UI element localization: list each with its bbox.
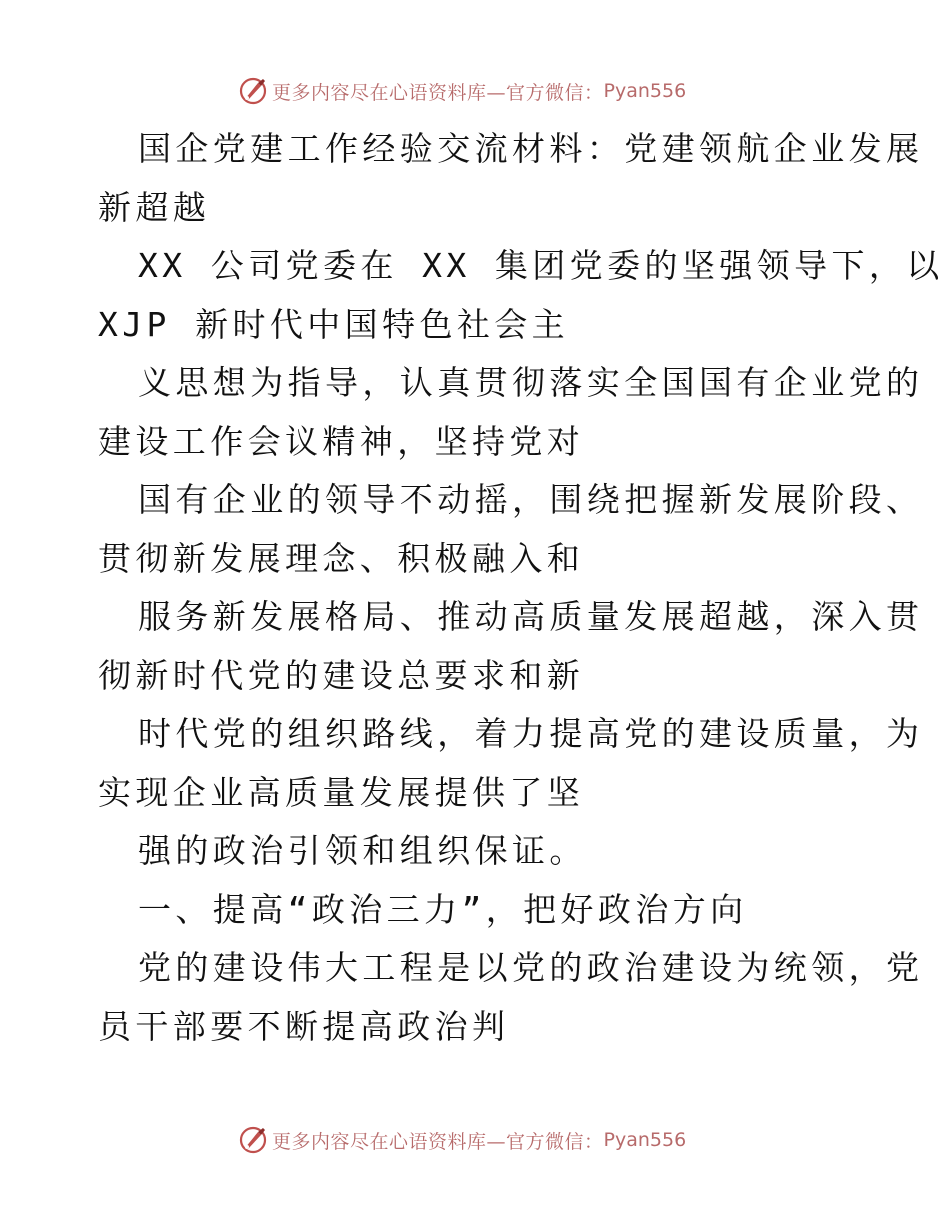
text-line: 服务新发展格局、推动高质量发展超越，深入贯 bbox=[138, 597, 924, 636]
watermark-text: 更多内容尽在心语资料库—官方微信： bbox=[272, 1130, 604, 1153]
quill-pen-logo-icon bbox=[236, 74, 270, 108]
watermark-wechat-id: Pyan556 bbox=[603, 1129, 687, 1151]
text-line: XX 公司党委在 XX 集团党委的坚强领导下，以 bbox=[138, 246, 944, 285]
text-line: 实现企业高质量发展提供了坚 bbox=[98, 772, 585, 812]
watermark-text: 更多内容尽在心语资料库—官方微信： bbox=[272, 81, 604, 104]
header-watermark bbox=[236, 74, 686, 108]
text-line: 一、提高“政治三力”，把好政治方向 bbox=[138, 889, 748, 929]
text-line: 党的建设伟大工程是以党的政治建设为统领，党 bbox=[138, 948, 924, 987]
footer-watermark bbox=[236, 1123, 686, 1157]
text-line: 彻新时代党的建设总要求和新 bbox=[98, 655, 585, 695]
text-line: 新超越 bbox=[98, 187, 211, 227]
text-line: 强的政治引领和组织保证。 bbox=[138, 831, 587, 870]
text-line: 时代党的组织路线，着力提高党的建设质量，为 bbox=[138, 714, 924, 753]
text-line: 国企党建工作经验交流材料：党建领航企业发展 bbox=[138, 129, 924, 168]
text-line: 员干部要不断提高政治判 bbox=[98, 1006, 510, 1046]
text-line: 国有企业的领导不动摇，围绕把握新发展阶段、 bbox=[138, 480, 924, 519]
text-line: 义思想为指导，认真贯彻落实全国国有企业党的 bbox=[138, 363, 924, 402]
text-line: 贯彻新发展理念、积极融入和 bbox=[98, 538, 585, 578]
text-line: XJP 新时代中国特色社会主 bbox=[98, 304, 570, 344]
watermark-wechat-id: Pyan556 bbox=[603, 80, 687, 102]
quill-pen-logo-icon bbox=[236, 1123, 270, 1157]
document-body bbox=[98, 120, 944, 1056]
text-line: 建设工作会议精神，坚持党对 bbox=[98, 421, 585, 461]
